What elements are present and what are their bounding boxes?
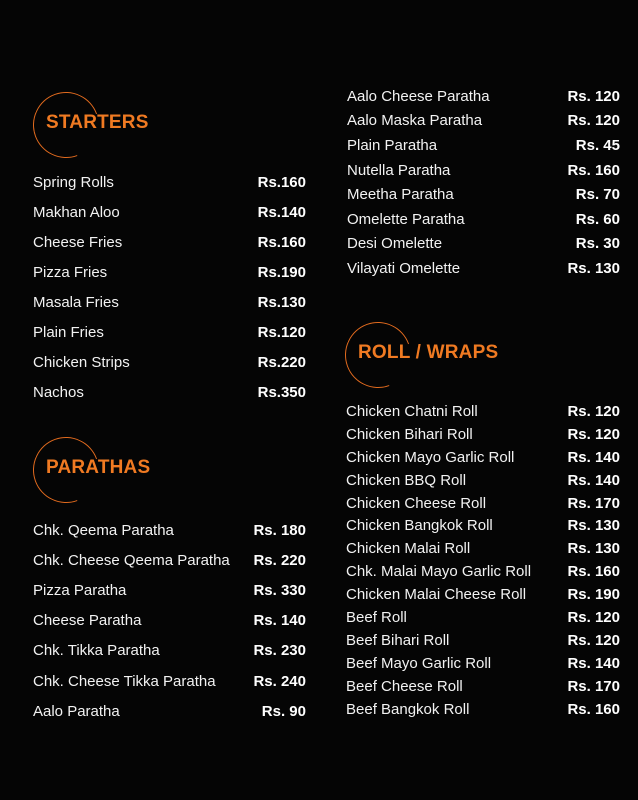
- menu-item-price: Rs. 45: [575, 136, 620, 154]
- menu-item: [33, 606, 306, 636]
- menu-item-price: Rs. 120: [567, 631, 620, 649]
- menu-item: [33, 197, 306, 227]
- menu-item-name: Chk. Qeema Paratha: [33, 521, 174, 539]
- menu-item-name: Chk. Malai Mayo Garlic Roll: [346, 563, 532, 581]
- menu-item-name: Chicken Bangkok Roll: [346, 517, 493, 535]
- menu-item-price: Rs. 120: [567, 112, 620, 130]
- menu-item: [347, 109, 620, 134]
- menu-item-price: Rs.350: [257, 383, 306, 401]
- menu-item: [33, 347, 306, 377]
- menu-item-price: Rs. 160: [567, 700, 620, 718]
- menu-item-name: Vilayati Omelette: [347, 259, 461, 277]
- menu-item-name: Pizza Fries: [33, 263, 108, 281]
- menu-item: [33, 666, 306, 696]
- menu-item: [33, 317, 306, 347]
- menu-item-name: Chicken Bihari Roll: [346, 425, 473, 443]
- menu-item-price: Rs. 30: [575, 235, 620, 253]
- menu-item-name: Pizza Paratha: [33, 581, 127, 599]
- menu-item-name: Chk. Tikka Paratha: [33, 642, 160, 660]
- menu-item: [346, 560, 620, 583]
- menu-item-price: Rs.220: [257, 353, 306, 371]
- menu-item-name: Chk. Cheese Qeema Paratha: [33, 551, 230, 569]
- menu-item-price: Rs.160: [257, 233, 306, 251]
- menu-item-name: Spring Rolls: [33, 173, 114, 191]
- menu-item-price: Rs. 330: [253, 581, 306, 599]
- parathas-continued-list: [347, 84, 620, 281]
- menu-item: [346, 400, 620, 423]
- menu-item: [347, 84, 620, 109]
- menu-item-name: Meetha Paratha: [347, 186, 454, 204]
- menu-item: [33, 257, 306, 287]
- menu-item-name: Aalo Cheese Paratha: [347, 87, 490, 105]
- menu-item: [346, 698, 620, 721]
- menu-item: [347, 232, 620, 257]
- menu-item-price: Rs.120: [257, 323, 306, 341]
- menu-item: [33, 227, 306, 257]
- menu-item: [346, 652, 620, 675]
- menu-item: [33, 575, 306, 605]
- menu-item-price: Rs. 160: [567, 563, 620, 581]
- menu-item-name: Plain Paratha: [347, 136, 438, 154]
- menu-item: [347, 133, 620, 158]
- rolls-list: [346, 400, 620, 720]
- menu-item: [33, 515, 306, 545]
- menu-item: [347, 207, 620, 232]
- starters-title: STARTERS: [46, 112, 149, 133]
- rolls-title: ROLL / WRAPS: [358, 342, 499, 363]
- menu-item-price: Rs. 140: [567, 471, 620, 489]
- menu-item: [33, 377, 306, 407]
- menu-item-price: Rs. 120: [567, 402, 620, 420]
- menu-item-price: Rs. 240: [253, 672, 306, 690]
- menu-item-name: Beef Mayo Garlic Roll: [346, 654, 492, 672]
- menu-item: [346, 423, 620, 446]
- menu-item-price: Rs. 130: [567, 540, 620, 558]
- menu-item: [346, 583, 620, 606]
- menu-item: [346, 606, 620, 629]
- menu-item-price: Rs. 140: [567, 448, 620, 466]
- parathas-list: [33, 515, 306, 726]
- menu-item-price: Rs. 120: [567, 87, 620, 105]
- menu-item: [347, 158, 620, 183]
- menu-item: [346, 675, 620, 698]
- menu-item-price: Rs. 180: [253, 521, 306, 539]
- menu-item-name: Chicken BBQ Roll: [346, 471, 467, 489]
- menu-item: [346, 492, 620, 515]
- menu-item-price: Rs. 160: [567, 161, 620, 179]
- menu-item-price: Rs. 120: [567, 608, 620, 626]
- menu-item-name: Chicken Strips: [33, 353, 130, 371]
- menu-item-name: Chicken Malai Roll: [346, 540, 471, 558]
- menu-item-price: Rs. 130: [567, 517, 620, 535]
- menu-item-price: Rs. 130: [567, 259, 620, 277]
- menu-item-name: Nachos: [33, 383, 84, 401]
- menu-item: [347, 256, 620, 281]
- menu-item: [33, 545, 306, 575]
- menu-item-price: Rs. 230: [253, 642, 306, 660]
- menu-item-name: Masala Fries: [33, 293, 119, 311]
- menu-item-name: Chicken Malai Cheese Roll: [346, 586, 527, 604]
- menu-item-price: Rs. 120: [567, 425, 620, 443]
- menu-item-name: Cheese Paratha: [33, 612, 142, 630]
- menu-item-name: Beef Bihari Roll: [346, 631, 450, 649]
- menu-item-price: Rs. 190: [567, 586, 620, 604]
- menu-item: [33, 287, 306, 317]
- menu-item-price: Rs. 90: [261, 702, 306, 720]
- menu-item: [33, 636, 306, 666]
- starters-list: [33, 167, 306, 407]
- menu-item: [347, 182, 620, 207]
- menu-item: [33, 167, 306, 197]
- menu-item-name: Plain Fries: [33, 323, 104, 341]
- menu-item: [346, 514, 620, 537]
- menu-item-price: Rs. 60: [575, 210, 620, 228]
- menu-item-name: Chicken Mayo Garlic Roll: [346, 448, 515, 466]
- menu-item-price: Rs. 140: [253, 612, 306, 630]
- menu-item-price: Rs. 170: [567, 677, 620, 695]
- menu-item-name: Chk. Cheese Tikka Paratha: [33, 672, 216, 690]
- menu-item-price: Rs. 170: [567, 494, 620, 512]
- menu-item-price: Rs.130: [257, 293, 306, 311]
- menu-item-name: Nutella Paratha: [347, 161, 451, 179]
- menu-item-price: Rs.190: [257, 263, 306, 281]
- menu-item-price: Rs. 70: [575, 186, 620, 204]
- menu-item: [346, 446, 620, 469]
- menu-item-name: Chicken Cheese Roll: [346, 494, 487, 512]
- menu-item-price: Rs. 220: [253, 551, 306, 569]
- menu-item-name: Aalo Maska Paratha: [347, 112, 483, 130]
- menu-item-name: Omelette Paratha: [347, 210, 465, 228]
- menu-item-name: Cheese Fries: [33, 233, 123, 251]
- menu-item-name: Desi Omelette: [347, 235, 443, 253]
- menu-item-name: Makhan Aloo: [33, 203, 120, 221]
- menu-item-price: Rs. 140: [567, 654, 620, 672]
- menu-item-name: Beef Bangkok Roll: [346, 700, 470, 718]
- menu-item-name: Aalo Paratha: [33, 702, 120, 720]
- menu-item-price: Rs.160: [257, 173, 306, 191]
- menu-item: [346, 469, 620, 492]
- menu-item-price: Rs.140: [257, 203, 306, 221]
- menu-item: [33, 696, 306, 726]
- menu-item-name: Beef Roll: [346, 608, 407, 626]
- menu-item-name: Chicken Chatni Roll: [346, 402, 478, 420]
- menu-item-name: Beef Cheese Roll: [346, 677, 463, 695]
- menu-item: [346, 629, 620, 652]
- menu-item: [346, 537, 620, 560]
- parathas-title: PARATHAS: [46, 457, 151, 478]
